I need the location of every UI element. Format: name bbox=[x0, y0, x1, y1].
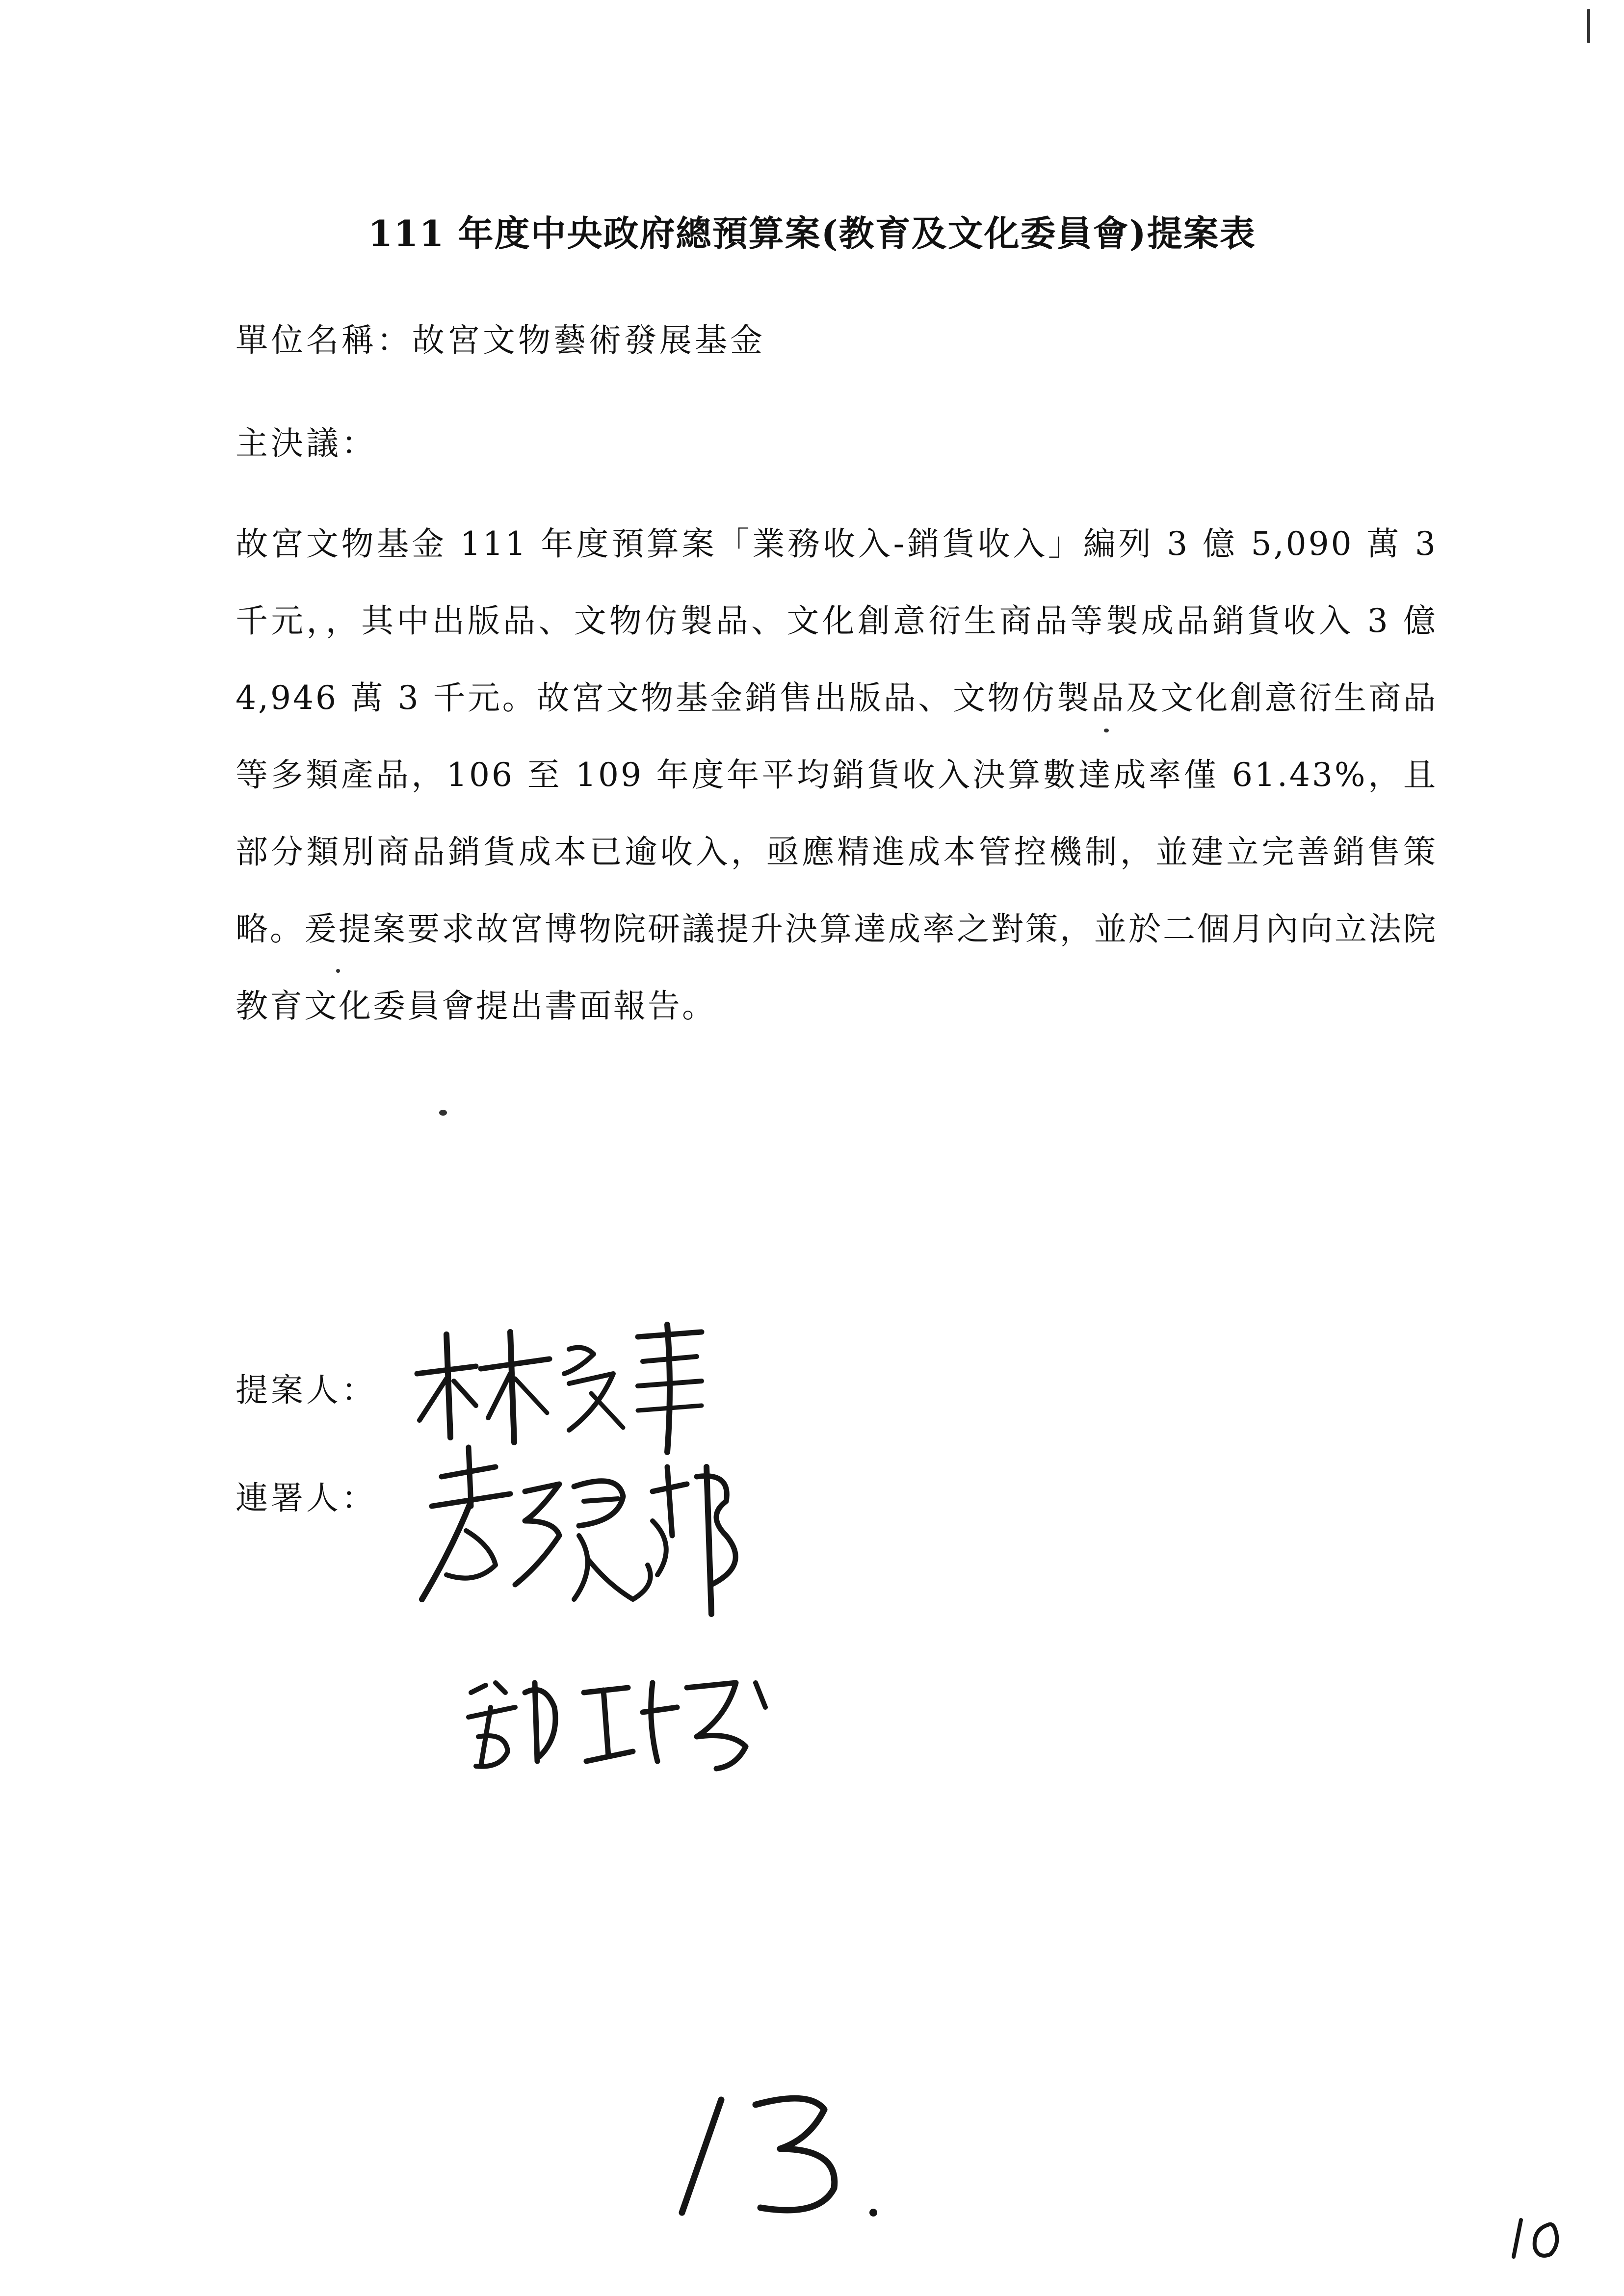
unit-name-value: 故宮文物藝術發展基金 bbox=[412, 321, 765, 359]
scan-speck bbox=[1104, 729, 1109, 732]
main-resolution-label: 主決議： bbox=[236, 424, 377, 462]
corner-page-number bbox=[1501, 2210, 1575, 2264]
unit-name-line bbox=[236, 314, 765, 361]
cosigner-label: 連署人： bbox=[236, 1479, 377, 1517]
proposer-label: 提案人： bbox=[236, 1371, 377, 1409]
document-title: 111 年度中央政府總預算案(教育及文化委員會)提案表 bbox=[368, 212, 1256, 254]
resolution-body: 故宮文物基金 111 年度預算案「業務收入-銷貨收入」編列 3 億 5,090 萬 3 千元，，其中出版品、文物仿製品、文化創意衍生商品等製成品銷貨收入 3 億 4,946 萬 3 千元。故宮文物基金銷售出版品、文物仿製品及文化創意衍生商品等多類產品，106 至 109 年度年平均銷貨收入決算數達成率僅 61.43%，且部分類別商品銷貨成本已逾收入，亟應精進成本管控機制，並建立完善銷售策略。爰提案要求故宮博物院研議提升決算達成率之對策，並於二個月內向立法院教育文化委員會提出書面報告。 bbox=[236, 525, 1438, 1025]
cosigner-signature-2 bbox=[461, 1663, 775, 1781]
cosigner-signature-1 bbox=[412, 1437, 765, 1624]
scan-speck bbox=[439, 1110, 447, 1116]
scan-speck bbox=[336, 969, 340, 973]
scan-speck bbox=[1587, 9, 1590, 43]
handwritten-page-number bbox=[662, 2080, 893, 2227]
unit-name-label: 單位名稱： bbox=[236, 321, 412, 359]
proposer-signature bbox=[407, 1315, 711, 1457]
